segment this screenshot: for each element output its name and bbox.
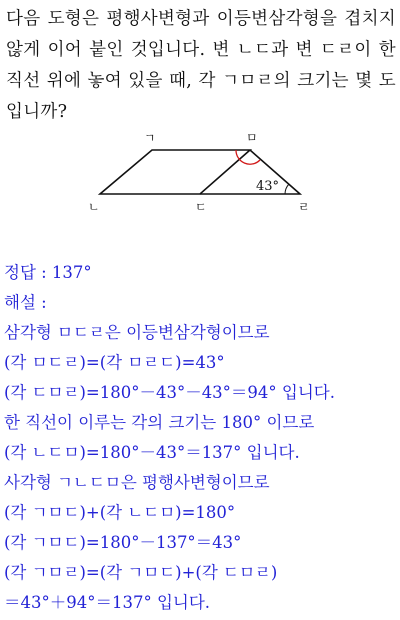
answer-line: 삼각형 ㅁㄷㄹ은 이등변삼각형이므로	[4, 323, 270, 342]
vertex-label-mieum: ㅁ	[246, 131, 258, 145]
vertex-label-nieun: ㄴ	[88, 200, 100, 214]
answer-line: (각 ㄱㅁㄷ)+(각 ㄴㄷㅁ)=180°	[4, 503, 236, 522]
answer-line: 한 직선이 이루는 각의 크기는 180° 이므로	[4, 413, 315, 432]
parallelogram	[100, 150, 250, 194]
answer-line: 정답 : 137°	[4, 263, 92, 282]
isosceles-triangle	[200, 150, 300, 194]
answer-line: 해설 :	[4, 293, 47, 312]
answer-line: ＝43°＋94°＝137° 입니다.	[4, 593, 211, 612]
angle-value-label: 43°	[256, 179, 280, 194]
question-text: 다음 도형은 평행사변형과 이등변삼각형을 겹치지 않게 이어 붙인 것입니다. 변 ㄴㄷ과 변 ㄷㄹ이 한 직선 위에 놓여 있을 때, 각 ㄱㅁㄹ의 크기는 몇 도입니까?	[6, 9, 396, 122]
vertex-label-digeut: ㄷ	[195, 200, 207, 214]
answer-explanation	[4, 258, 396, 618]
answer-line: (각 ㄷㅁㄹ)=180°－43°－43°＝94° 입니다.	[4, 383, 335, 402]
answer-line: 사각형 ㄱㄴㄷㅁ은 평행사변형이므로	[4, 473, 270, 492]
answer-line: (각 ㄱㅁㄷ)=180°－137°＝43°	[4, 533, 242, 552]
vertex-label-rieul: ㄹ	[298, 200, 310, 214]
geometry-figure	[0, 128, 400, 216]
angle-arc-base	[285, 184, 289, 194]
vertex-label-giyeok: ㄱ	[144, 131, 156, 145]
answer-line: (각 ㅁㄷㄹ)=(각 ㅁㄹㄷ)=43°	[4, 353, 225, 372]
answer-line: (각 ㄱㅁㄹ)=(각 ㄱㅁㄷ)+(각 ㄷㅁㄹ)	[4, 563, 278, 582]
answer-line: (각 ㄴㄷㅁ)=180°－43°＝137° 입니다.	[4, 443, 300, 462]
